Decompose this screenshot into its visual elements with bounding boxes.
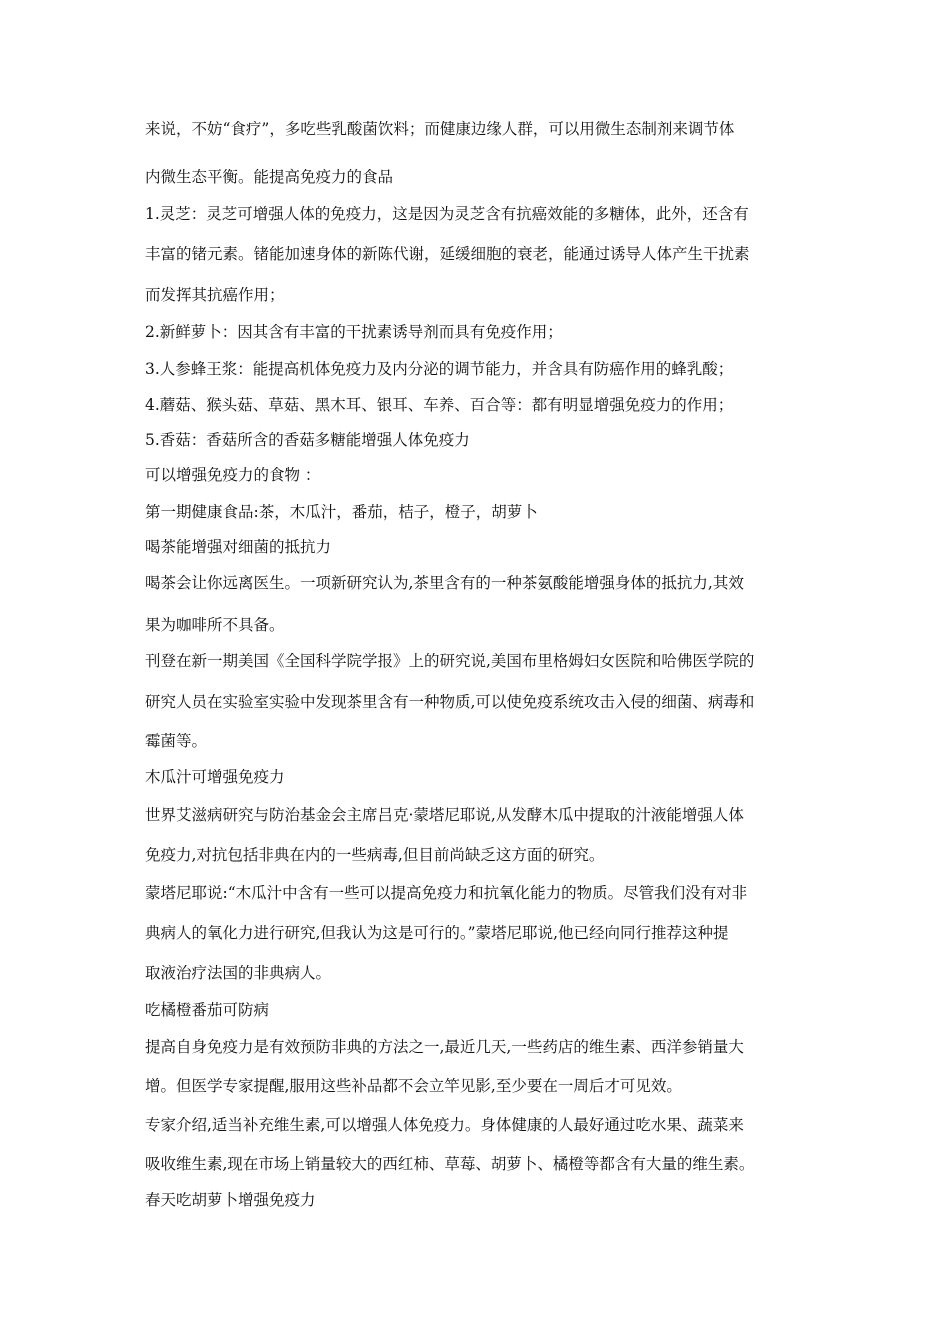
text-line: 1.灵芝：灵芝可增强人体的免疫力，这是因为灵芝含有抗癌效能的多糖体，此外，还含有 (145, 205, 749, 223)
text-line: 第一期健康食品:茶，木瓜汁，番茄，桔子，橙子，胡萝卜 (145, 503, 538, 521)
text-line: 3.人参蜂王浆：能提高机体免疫力及内分泌的调节能力，并含具有防癌作用的蜂乳酸； (145, 360, 734, 378)
section-heading: 木瓜汁可增强免疫力 (145, 768, 285, 786)
section-heading: 春天吃胡萝卜增强免疫力 (145, 1191, 316, 1209)
text-line: 典病人的氧化力进行研究,但我认为这是可行的。”蒙塔尼耶说,他已经向同行推荐这种提 (145, 924, 729, 942)
text-line: 研究人员在实验室实验中发现茶里含有一种物质,可以使免疫系统攻击入侵的细菌、病毒和 (145, 693, 755, 711)
section-heading: 喝茶能增强对细菌的抵抗力 (145, 538, 332, 556)
text-line: 取液治疗法国的非典病人。 (145, 964, 332, 982)
text-line: 2.新鲜萝卜：因其含有丰富的干扰素诱导剂而具有免疫作用； (145, 323, 563, 341)
text-line: 4.蘑菇、猴头菇、草菇、黑木耳、银耳、车养、百合等：都有明显增强免疫力的作用； (145, 396, 734, 414)
text-line: 可以增强免疫力的食物 ： (145, 466, 321, 484)
text-line: 吸收维生素,现在市场上销量较大的西红柿、草莓、胡萝卜、橘橙等都含有大量的维生素。 (145, 1155, 755, 1173)
text-line: 专家介绍,适当补充维生素,可以增强人体免疫力。身体健康的人最好通过吃水果、蔬菜来 (145, 1116, 744, 1134)
section-heading: 吃橘橙番茄可防病 (145, 1001, 270, 1019)
text-line: 内微生态平衡。能提高免疫力的食品 (145, 168, 394, 186)
text-line: 蒙塔尼耶说:“木瓜汁中含有一些可以提高免疫力和抗氧化能力的物质。尽管我们没有对非 (145, 884, 748, 902)
text-line: 5.香菇：香菇所含的香菇多糖能增强人体免疫力 (145, 431, 470, 449)
text-line: 果为咖啡所不具备。 (145, 616, 285, 634)
text-line: 世界艾滋病研究与防治基金会主席吕克·蒙塔尼耶说,从发酵木瓜中提取的汁液能增强人体 (145, 806, 744, 824)
text-line: 丰富的锗元素。锗能加速身体的新陈代谢，延缓细胞的衰老，能通过诱导人体产生干扰素 (145, 245, 750, 263)
text-line: 来说，不妨“食疗”，多吃些乳酸菌饮料；而健康边缘人群，可以用微生态制剂来调节体 (145, 120, 735, 138)
text-line: 而发挥其抗癌作用； (145, 286, 285, 304)
text-line: 增。但医学专家提醒,服用这些补品都不会立竿见影,至少要在一周后才可见效。 (145, 1077, 682, 1095)
text-line: 喝茶会让你远离医生。一项新研究认为,茶里含有的一种茶氨酸能增强身体的抵抗力,其效 (145, 574, 744, 592)
text-line: 霉菌等。 (145, 732, 208, 750)
text-line: 提高自身免疫力是有效预防非典的方法之一,最近几天,一些药店的维生素、西洋参销量大 (145, 1038, 744, 1056)
text-line: 免疫力,对抗包括非典在内的一些病毒,但目前尚缺乏这方面的研究。 (145, 846, 605, 864)
text-line: 刊登在新一期美国《全国科学院学报》上的研究说,美国布里格姆妇女医院和哈佛医学院的 (145, 652, 755, 670)
